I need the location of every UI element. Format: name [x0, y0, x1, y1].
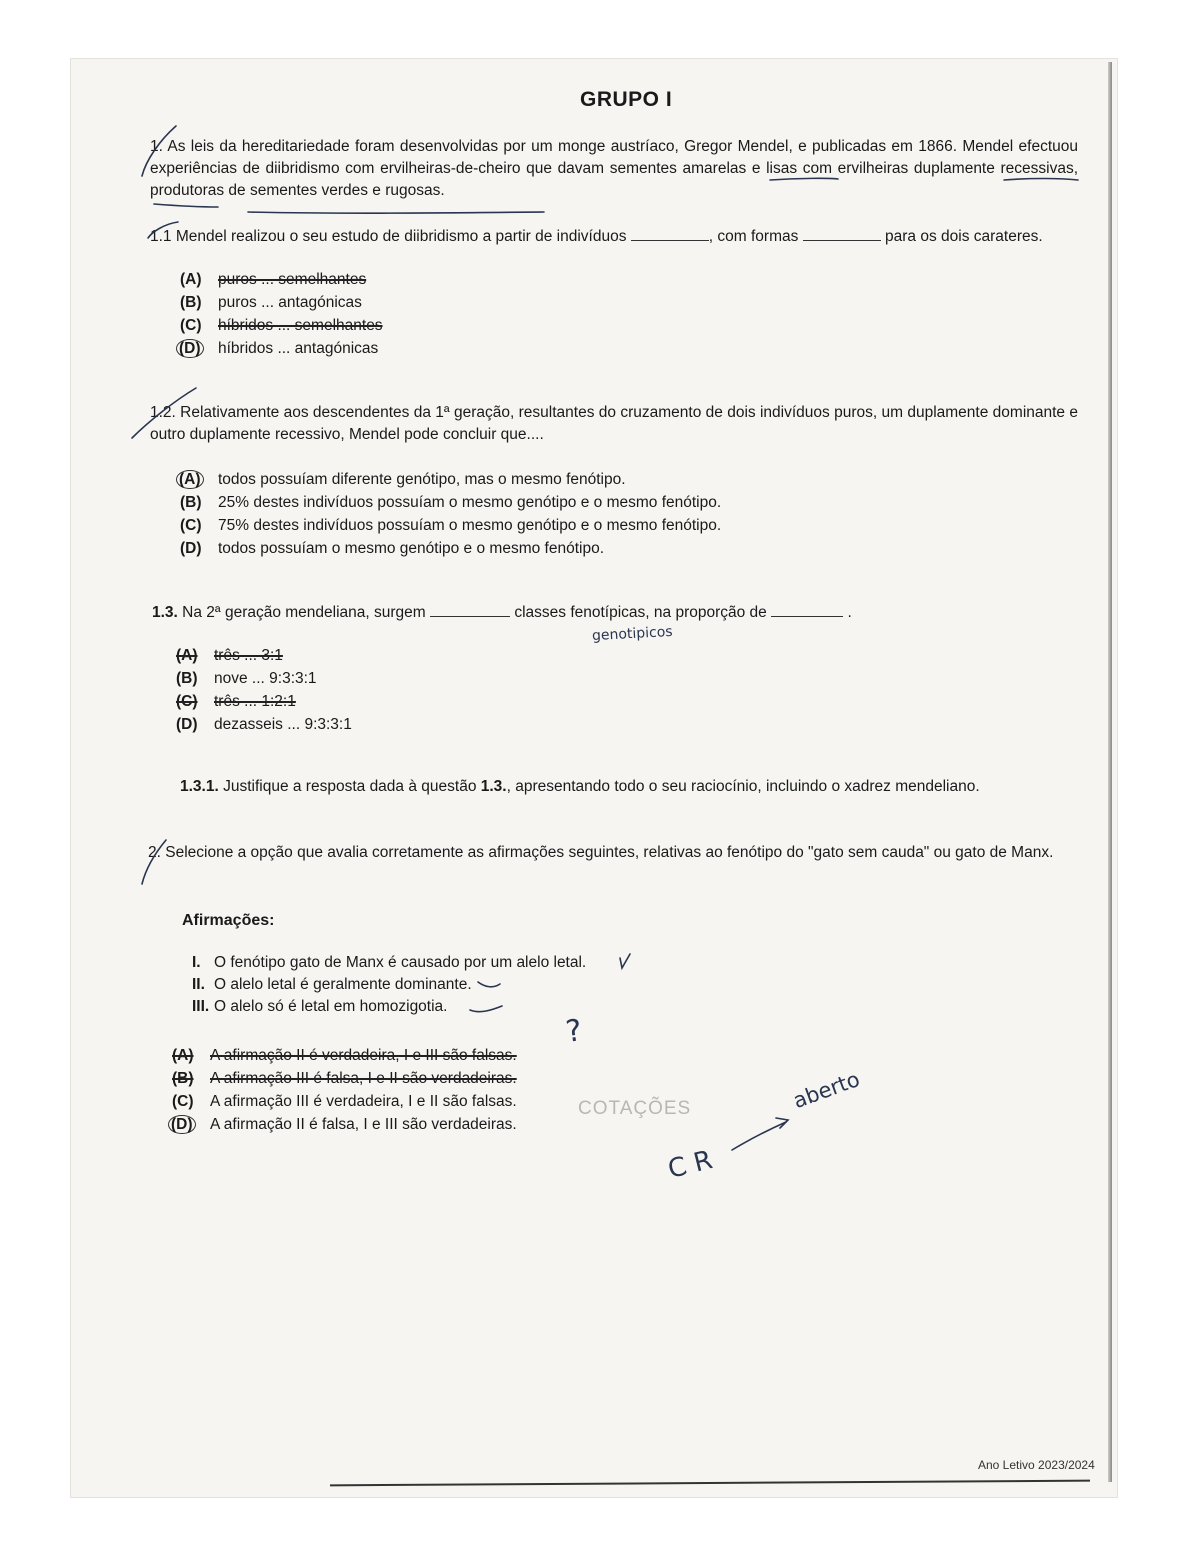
q1-3-stem: 1.3. Na 2ª geração mendeliana, surgem classes fenotípicas, na proporção de . [152, 604, 852, 621]
affirmation-item: I. O fenótipo gato de Manx é causado por um alelo letal. [192, 954, 587, 971]
q1-1-option-d[interactable]: (D) híbridos ... antagónicas [180, 337, 383, 360]
underline-mark [154, 204, 218, 207]
handwritten-question-mark: ? [563, 1013, 585, 1050]
q1-3-option-a[interactable]: (A) três ... 3:1 [176, 647, 283, 664]
affirmations-title: Afirmações: [182, 912, 275, 929]
arrow-line [732, 1122, 786, 1150]
q1-1-stem-b: , com formas [708, 228, 799, 245]
q1-3-option-b[interactable]: (B) nove ... 9:3:3:1 [176, 670, 317, 687]
q1-1-stem-c: para os dois carateres. [885, 228, 1043, 245]
q1-1-answer-circle: (D) [176, 339, 204, 358]
q2-answer-circle: (D) [168, 1115, 196, 1134]
q1-3-1-stem: 1.3.1. Justifique a resposta dada à questão 1.3., apresentando todo o seu raciocínio, incluindo o xadrez mendeliano. [180, 778, 980, 795]
page-footer: Ano Letivo 2023/2024 [978, 1458, 1095, 1472]
check-mark [620, 954, 630, 968]
q1-2-option-c[interactable]: (C) 75% destes indivíduos possuíam o mesmo genótipo e o mesmo fenótipo. [180, 517, 722, 534]
q2-option-b[interactable]: (B) A afirmação III é falsa, I e II são verdadeiras. [172, 1070, 517, 1087]
bleed-through-heading: COTAÇÕES [578, 1098, 692, 1119]
q1-1-option-b[interactable]: (B) puros ... antagónicas [180, 294, 362, 311]
q1-3-option-d[interactable]: (D) dezasseis ... 9:3:3:1 [176, 716, 352, 733]
check-mark [478, 982, 500, 987]
check-mark [470, 1006, 502, 1012]
q1-intro: 1. As leis da hereditariedade foram desenvolvidas por um monge austríaco, Gregor Mendel, e publicadas em 1866. Mendel efectuou experiências de diibridismo com ervilheiras-de-cheiro que davam sementes amarelas e lisas com ervilheiras duplamente recessivas, produtoras de sementes verdes e rugosas. [150, 138, 1078, 199]
q2-option-a[interactable]: (A) A afirmação II é verdadeira, I e III são falsas. [172, 1047, 517, 1064]
group-title: GRUPO I [580, 88, 673, 111]
handwritten-note-aberto: aberto [789, 1066, 863, 1114]
q1-3-handwritten-note: genotipicos [591, 623, 674, 645]
handwritten-note-cr: C R [665, 1145, 716, 1185]
underline-mark [1004, 179, 1078, 181]
q2-stem: 2. Selecione a opção que avalia corretamente as afirmações seguintes, relativas ao fenótipo do "gato sem cauda" ou gato de Manx. [148, 844, 1054, 861]
underline-mark [770, 178, 838, 180]
q1-3-option-c[interactable]: (C) três ... 1:2:1 [176, 693, 296, 710]
q1-1-stem-a: 1.1 Mendel realizou o seu estudo de diibridismo a partir de indivíduos [150, 228, 627, 245]
q1-2-option-a[interactable]: (A) todos possuíam diferente genótipo, mas o mesmo fenótipo. [180, 468, 721, 491]
tick-mark [142, 840, 166, 884]
q1-2-answer-circle: (A) [176, 470, 204, 489]
q1-1-option-a[interactable]: (A) puros ... semelhantes [180, 271, 367, 288]
tick-mark [148, 222, 178, 238]
q1-2-option-d[interactable]: (D) todos possuíam o mesmo genótipo e o mesmo fenótipo. [180, 540, 604, 557]
q1-2-option-b[interactable]: (B) 25% destes indivíduos possuíam o mesmo genótipo e o mesmo fenótipo. [180, 494, 722, 511]
q1-2-stem: 1.2. Relativamente aos descendentes da 1ª geração, resultantes do cruzamento de dois indivíduos puros, um duplamente dominante e outro duplamente recessivo, Mendel pode concluir que.... [150, 404, 1078, 443]
affirmation-item: II. O alelo letal é geralmente dominante. [192, 976, 472, 993]
affirmation-item: III. O alelo só é letal em homozigotia. [192, 998, 448, 1015]
q1-1-option-c[interactable]: (C) híbridos ... semelhantes [180, 317, 383, 334]
tick-mark [142, 126, 176, 176]
q2-option-d[interactable]: (D) A afirmação II é falsa, I e III são verdadeiras. [172, 1113, 517, 1136]
tick-mark [132, 388, 196, 438]
underline-mark [248, 212, 544, 213]
q2-option-c[interactable]: (C) A afirmação III é verdadeira, I e II são falsas. [172, 1093, 517, 1110]
